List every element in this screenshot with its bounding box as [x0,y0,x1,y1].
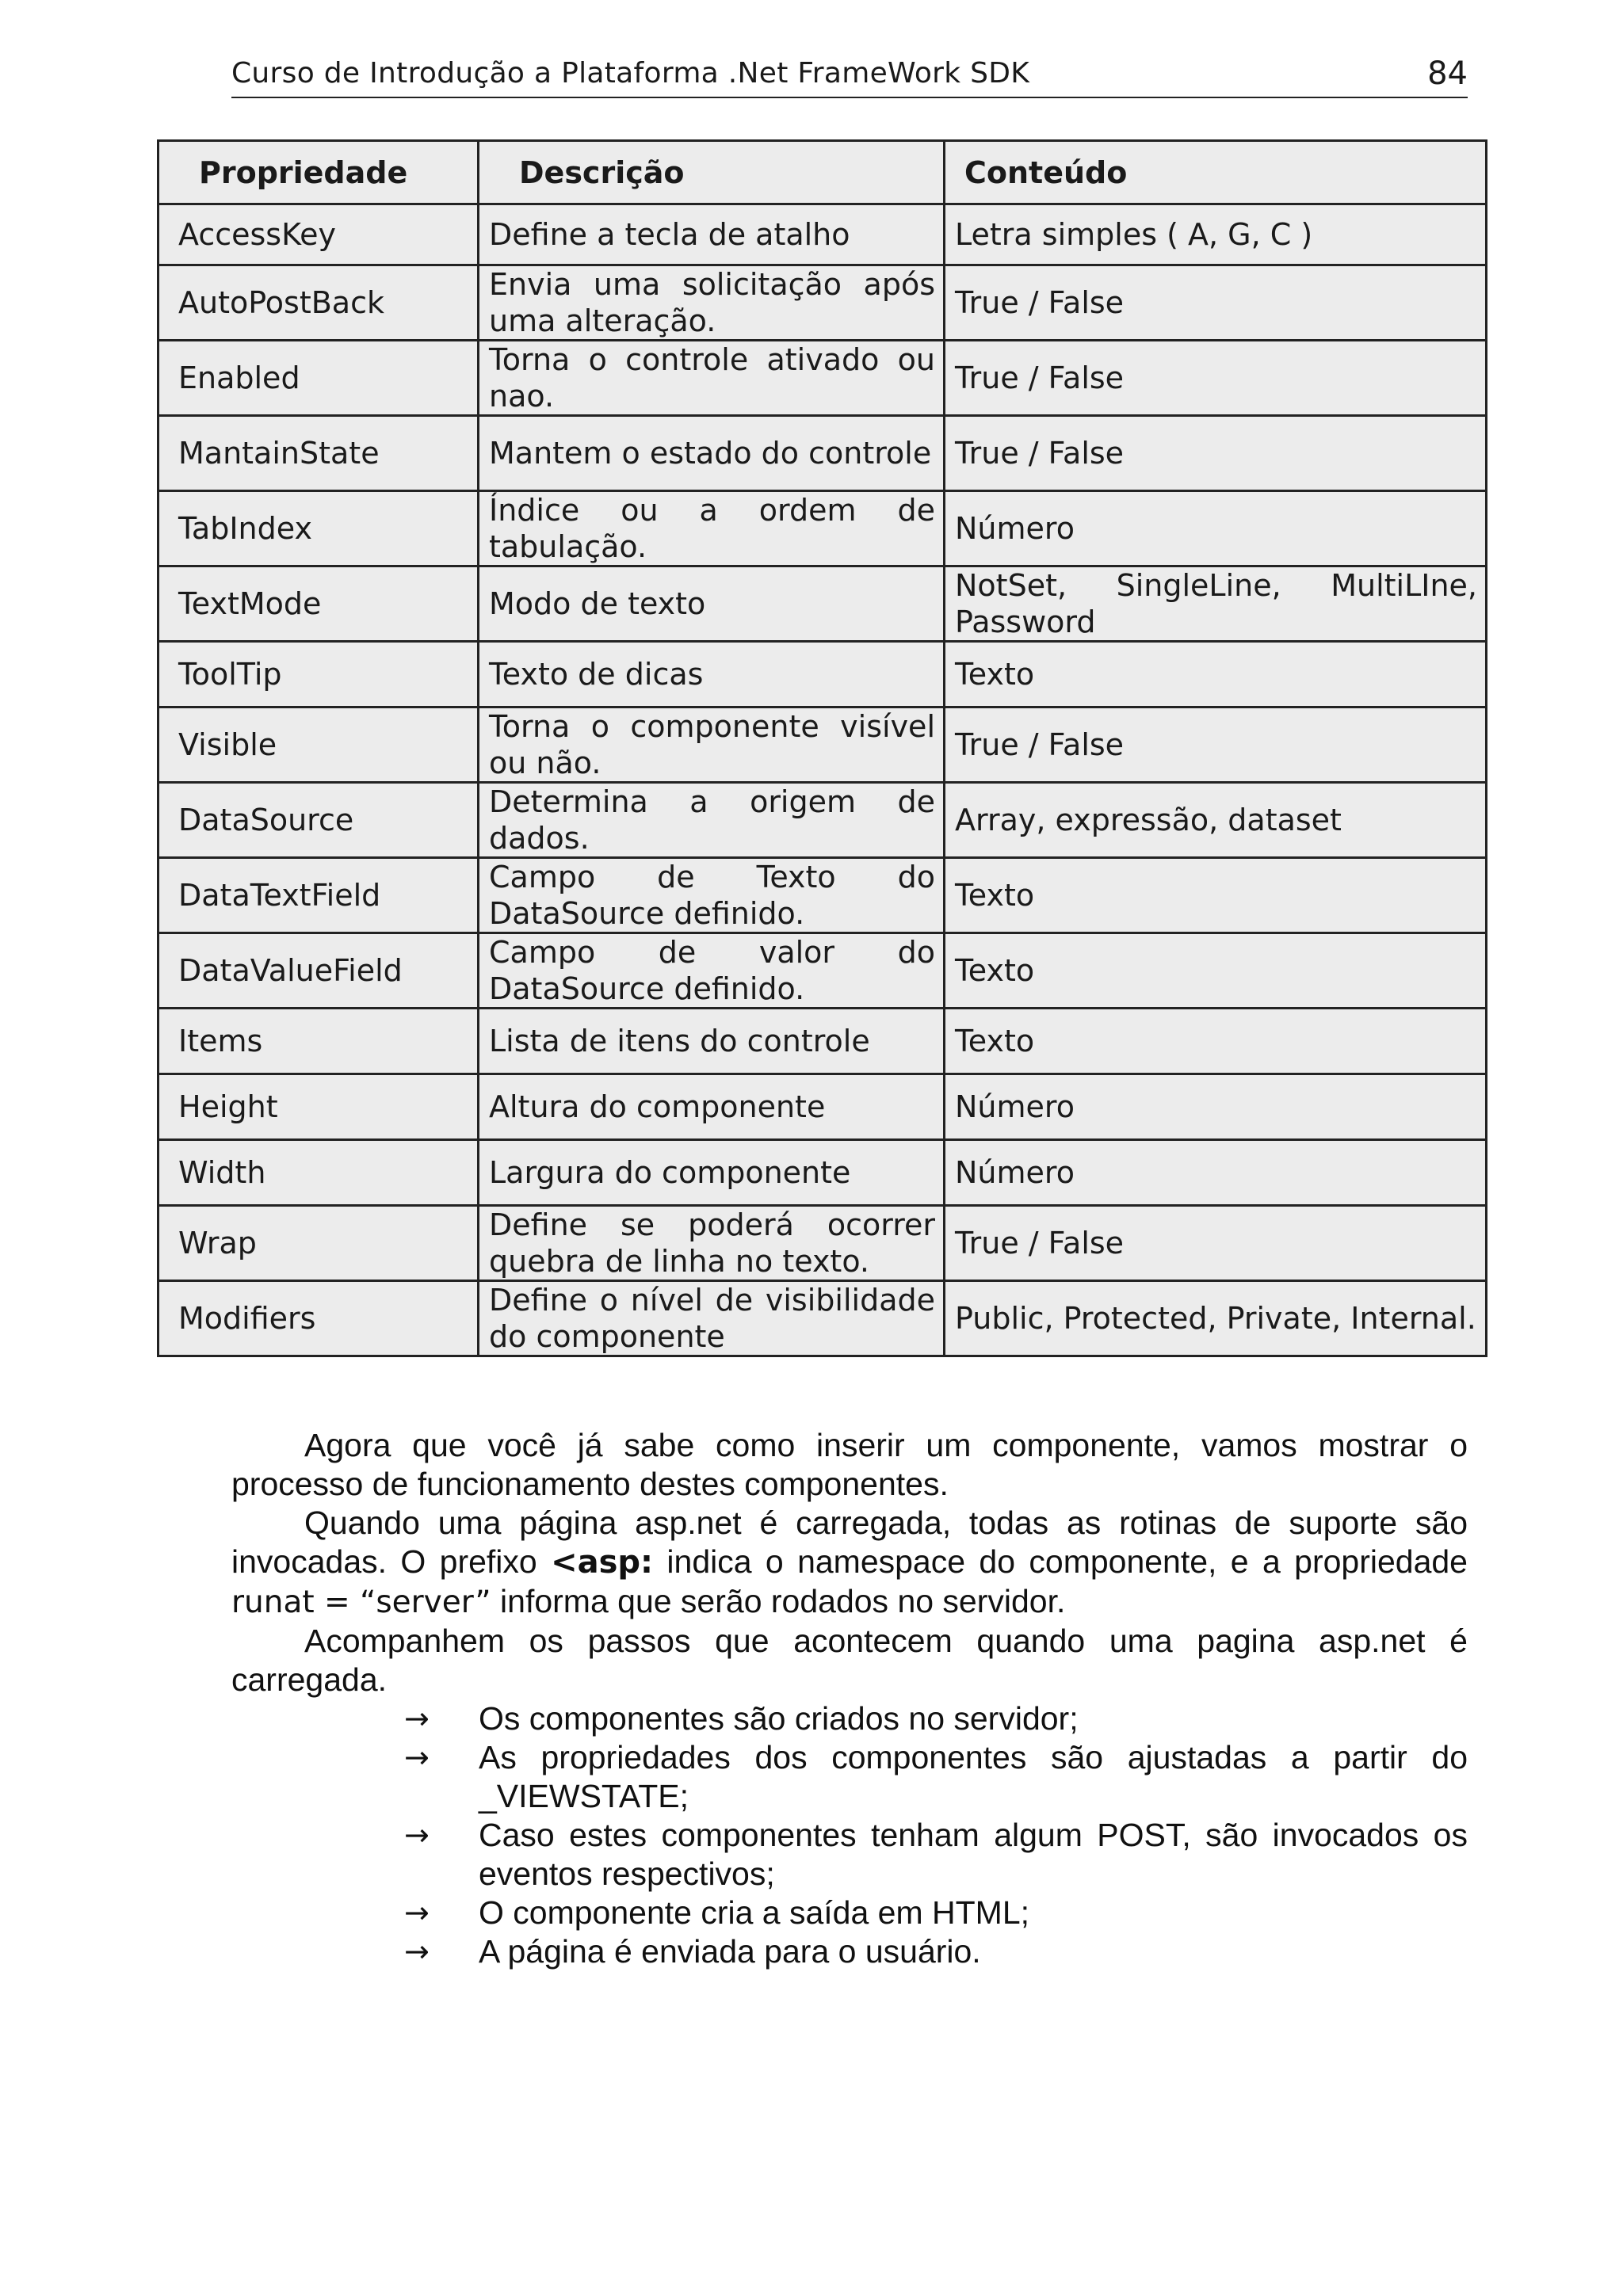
cell-content: Número [945,491,1487,566]
cell-description: Índice ou a ordem de tabulação. [479,491,945,566]
cell-property: Height [158,1074,479,1140]
cell-property: Wrap [158,1206,479,1281]
table-row [158,566,1487,642]
step-text: As propriedades dos componentes são ajustadas a partir do _VIEWSTATE; [479,1739,1468,1814]
list-item [231,1932,1468,1971]
column-header-propriedade: Propriedade [158,141,479,204]
cell-description: Define o nível de visibilidade do componente [479,1281,945,1356]
cell-property: Items [158,1009,479,1074]
cell-description: Modo de texto [479,566,945,642]
step-text: Os componentes são criados no servidor; [479,1700,1079,1737]
steps-list [231,1699,1468,1971]
cell-content: True / False [945,341,1487,416]
paragraph-intro: Agora que você já sabe como inserir um componente, vamos mostrar o processo de funcionamento destes componentes. [231,1427,1468,1502]
cell-content: Texto [945,858,1487,933]
table-row [158,1140,1487,1206]
cell-property: Visible [158,707,479,783]
cell-property: Enabled [158,341,479,416]
cell-property: DataTextField [158,858,479,933]
paragraph-loading [231,1504,1468,1622]
table-row [158,783,1487,858]
list-item [231,1894,1468,1932]
arrow-right-icon: → [404,1701,430,1736]
runat-server-code: runat = “server” [231,1585,491,1620]
cell-description: Define a tecla de atalho [479,204,945,265]
table-row [158,707,1487,783]
cell-property: AccessKey [158,204,479,265]
paragraph-steps-intro: Acompanhem os passos que acontecem quando uma pagina asp.net é carregada. [231,1623,1468,1698]
cell-property: Width [158,1140,479,1206]
cell-property: Modifiers [158,1281,479,1356]
cell-property: DataSource [158,783,479,858]
table-row [158,341,1487,416]
cell-content: Texto [945,642,1487,707]
cell-description: Define se poderá ocorrer quebra de linha no texto. [479,1206,945,1281]
list-item [231,1699,1468,1738]
table-row [158,204,1487,265]
cell-property: TextMode [158,566,479,642]
asp-prefix-code: <asp: [551,1544,654,1581]
cell-description: Campo de Texto do DataSource definido. [479,858,945,933]
cell-property: TabIndex [158,491,479,566]
table-row [158,858,1487,933]
cell-content: True / False [945,416,1487,491]
table-row [158,1206,1487,1281]
arrow-right-icon: → [404,1934,430,1969]
list-item [231,1816,1468,1894]
cell-content: Texto [945,933,1487,1009]
cell-content: Número [945,1074,1487,1140]
page-header [231,52,1468,98]
paragraph-loading-part1: Quando uma página asp.net é carregada, todas as rotinas de suporte são invocadas. O prefixo [231,1505,1468,1580]
paragraph-loading-part3: informa que serão rodados no servidor. [491,1583,1066,1619]
table-row [158,1074,1487,1140]
cell-content: NotSet, SingleLine, MultiLIne, Password [945,566,1487,642]
column-header-conteudo: Conteúdo [945,141,1487,204]
cell-description: Texto de dicas [479,642,945,707]
cell-property: DataValueField [158,933,479,1009]
paragraph-loading-part2: indica o namespace do componente, e a propriedade [653,1543,1468,1580]
cell-description: Altura do componente [479,1074,945,1140]
cell-property: MantainState [158,416,479,491]
cell-content: Texto [945,1009,1487,1074]
cell-description: Determina a origem de dados. [479,783,945,858]
table-row [158,642,1487,707]
body-text [231,1426,1468,1971]
table-row [158,491,1487,566]
header-title: Curso de Introdução a Plataforma .Net FrameWork SDK [231,57,1030,90]
cell-description: Mantem o estado do controle [479,416,945,491]
step-text: O componente cria a saída em HTML; [479,1894,1030,1931]
cell-description: Lista de itens do controle [479,1009,945,1074]
cell-content: Array, expressão, dataset [945,783,1487,858]
cell-description: Campo de valor do DataSource definido. [479,933,945,1009]
cell-content: True / False [945,1206,1487,1281]
list-item [231,1738,1468,1816]
arrow-right-icon: → [404,1740,430,1775]
table-row [158,1009,1487,1074]
cell-description: Torna o componente visível ou não. [479,707,945,783]
cell-description: Torna o controle ativado ou nao. [479,341,945,416]
cell-property: AutoPostBack [158,265,479,341]
cell-content: Letra simples ( A, G, C ) [945,204,1487,265]
cell-content: True / False [945,265,1487,341]
cell-property: ToolTip [158,642,479,707]
table-row [158,1281,1487,1356]
cell-content: Número [945,1140,1487,1206]
cell-content: Public, Protected, Private, Internal. [945,1281,1487,1356]
step-text: A página é enviada para o usuário. [479,1933,981,1970]
properties-table [157,139,1487,1357]
arrow-right-icon: → [404,1817,430,1852]
table-row [158,933,1487,1009]
step-text: Caso estes componentes tenham algum POST, são invocados os eventos respectivos; [479,1817,1468,1892]
column-header-descricao: Descrição [479,141,945,204]
table-header-row [158,141,1487,204]
arrow-right-icon: → [404,1895,430,1930]
table-row [158,265,1487,341]
table-row [158,416,1487,491]
cell-description: Envia uma solicitação após uma alteração. [479,265,945,341]
cell-description: Largura do componente [479,1140,945,1206]
cell-content: True / False [945,707,1487,783]
page-number: 84 [1427,55,1468,92]
